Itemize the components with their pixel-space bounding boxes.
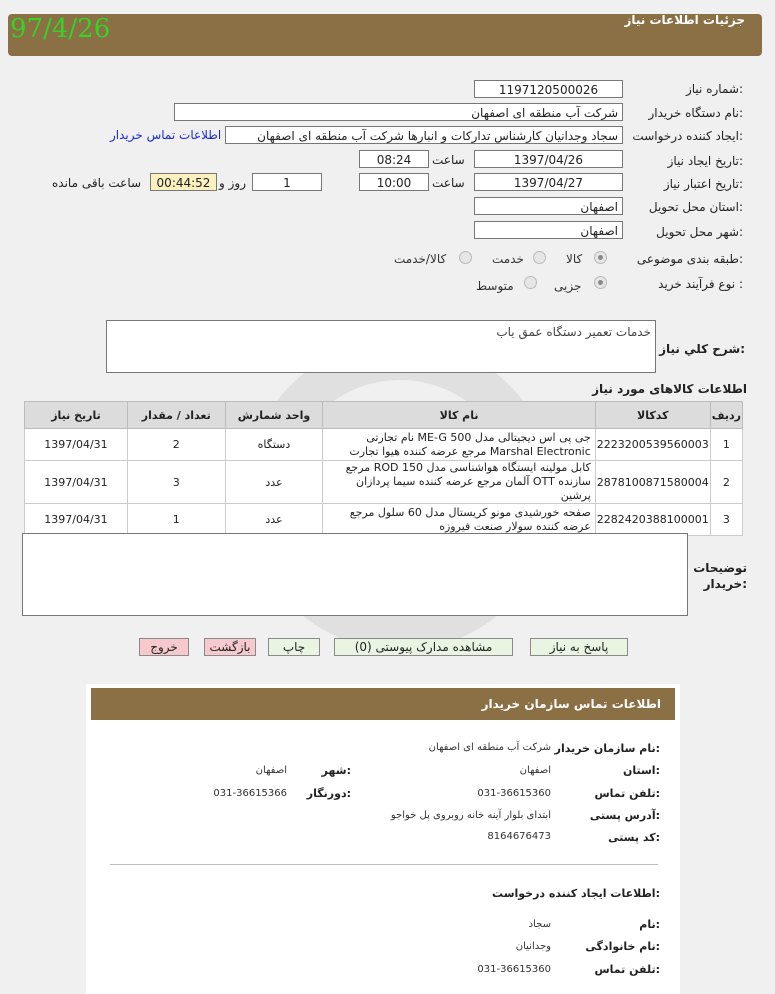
days-label: روز و xyxy=(219,176,246,190)
table-row[interactable] xyxy=(25,429,743,461)
creator-title: اطلاعات ایجاد کننده درخواست: xyxy=(492,887,660,900)
item-qty: 3 xyxy=(127,461,225,504)
city-label: شهر محل تحویل: xyxy=(656,225,743,239)
table-row[interactable] xyxy=(25,504,743,536)
creator-family-value: وجدانیان xyxy=(515,941,551,952)
row-number: 2 xyxy=(710,461,742,504)
buyer-org-label: نام دستگاه خریدار: xyxy=(648,106,743,120)
creator-phone-value: 031-36615360 xyxy=(477,964,551,975)
created-date-field[interactable]: 1397/04/26 xyxy=(474,150,623,168)
row-number: 1 xyxy=(710,429,742,461)
province-label: استان محل تحویل: xyxy=(648,200,743,214)
creator-family-label: نام خانوادگی: xyxy=(585,940,660,953)
category-goods-radio[interactable] xyxy=(594,251,607,264)
creator-phone-label: تلفن تماس: xyxy=(594,963,660,976)
days-field[interactable]: 1 xyxy=(252,173,322,191)
item-code: 2282420388100001 xyxy=(595,504,710,536)
back-button[interactable]: بازگشت xyxy=(204,638,256,656)
valid-time-field[interactable]: 10:00 xyxy=(359,173,429,191)
col-date: تاریخ نیاز xyxy=(25,402,128,429)
contact-fax-value: 031-36615366 xyxy=(213,788,287,799)
table-row[interactable] xyxy=(25,461,743,504)
col-unit: واحد شمارش xyxy=(225,402,323,429)
created-time-label: ساعت xyxy=(432,153,465,167)
contact-city-label: شهر: xyxy=(321,764,351,777)
province-field[interactable]: اصفهان xyxy=(474,197,623,215)
contact-fax-label: دورنگار: xyxy=(306,787,351,800)
category-service-label: خدمت xyxy=(492,252,524,266)
items-table-wrap xyxy=(24,401,743,536)
item-code: 2878100871580004 xyxy=(595,461,710,504)
items-table xyxy=(24,401,743,536)
buyer-org-field[interactable]: شرکت آب منطقه ای اصفهان xyxy=(174,103,623,121)
process-minor-label: جزیی xyxy=(554,279,582,293)
valid-date-field[interactable]: 1397/04/27 xyxy=(474,173,623,191)
creator-name-value: سجاد xyxy=(528,919,551,930)
contact-province-label: استان: xyxy=(622,764,660,777)
reply-button[interactable]: پاسخ به نیاز xyxy=(530,638,628,656)
buyer-contact-link[interactable]: اطلاعات تماس خریدار xyxy=(110,128,222,142)
process-label: نوع فرآیند خرید : xyxy=(658,277,743,291)
item-code: 2223200539560003 xyxy=(595,429,710,461)
process-minor-radio[interactable] xyxy=(594,276,607,289)
item-date: 1397/04/31 xyxy=(25,461,128,504)
item-name: صفحه خورشیدی مونو کریستال مدل 60 سلول مرجع عرضه کننده سولار صنعت فیروزه xyxy=(323,504,595,536)
process-medium-label: متوسط xyxy=(476,279,514,293)
date-stamp: 97/4/26 xyxy=(10,14,111,44)
valid-time-label: ساعت xyxy=(432,176,465,190)
process-medium-radio[interactable] xyxy=(524,276,537,289)
col-code: کدکالا xyxy=(595,402,710,429)
need-number-field[interactable]: 1197120500026 xyxy=(474,80,623,98)
need-number-label: شماره نیاز: xyxy=(685,82,743,96)
category-goods-label: کالا xyxy=(566,252,583,266)
category-both-label: کالا/خدمت xyxy=(394,252,447,266)
col-name: نام کالا xyxy=(323,402,595,429)
city-field[interactable]: اصفهان xyxy=(474,221,623,239)
items-title: اطلاعات کالاهای مورد نیاز xyxy=(592,382,747,396)
contact-postal-label: کد پستی: xyxy=(608,831,660,844)
item-qty: 2 xyxy=(127,429,225,461)
buyer-notes-field[interactable] xyxy=(22,533,688,616)
contact-panel-title: اطلاعات تماس سازمان خریدار xyxy=(481,697,661,711)
contact-city-value: اصفهان xyxy=(255,765,287,776)
col-row: ردیف xyxy=(710,402,742,429)
category-both-radio[interactable] xyxy=(459,251,472,264)
contact-address-value: ابتدای بلوار آینه خانه روبروی پل خواجو xyxy=(390,810,551,821)
exit-button[interactable]: خروج xyxy=(139,638,189,656)
requester-field[interactable]: سجاد وجدانیان کارشناس تدارکات و انبارها شرکت آب منطقه ای اصفهان xyxy=(225,126,623,144)
valid-date-label: تاریخ اعتبار نیاز: xyxy=(663,177,743,191)
contact-address-label: آدرس پستی: xyxy=(589,809,660,822)
item-date: 1397/04/31 xyxy=(25,504,128,536)
item-qty: 1 xyxy=(127,504,225,536)
contact-postal-value: 8164676473 xyxy=(487,831,551,842)
contact-phone-value: 031-36615360 xyxy=(477,788,551,799)
created-time-field[interactable]: 08:24 xyxy=(359,150,429,168)
item-name: جی پی اس دیجیتالی مدل ME-G 500 نام تجارتی Marshal Electronic مرجع عرضه کننده هیوا تجارت xyxy=(323,429,595,461)
category-label: طبقه بندی موضوعی: xyxy=(636,252,743,266)
contact-org-label: نام سازمان خریدار: xyxy=(554,742,660,755)
buyer-notes-label: توضیحات خریدار: xyxy=(693,561,747,591)
view-documents-button[interactable]: مشاهده مدارک پیوستی (0) xyxy=(334,638,513,656)
created-date-label: تاریخ ایجاد نیاز: xyxy=(667,154,743,168)
item-date: 1397/04/31 xyxy=(25,429,128,461)
remaining-label: ساعت باقی مانده xyxy=(52,176,142,190)
category-service-radio[interactable] xyxy=(533,251,546,264)
item-unit: دستگاه xyxy=(225,429,323,461)
contact-phone-label: تلفن تماس: xyxy=(594,787,660,800)
requester-label: ایجاد کننده درخواست: xyxy=(632,129,743,143)
contact-org-value: شرکت آب منطقه ای اصفهان xyxy=(428,742,551,753)
contact-province-value: اصفهان xyxy=(519,765,551,776)
col-qty: تعداد / مقدار xyxy=(127,402,225,429)
item-unit: عدد xyxy=(225,504,323,536)
summary-text[interactable]: خدمات تعمیر دستگاه عمق یاب xyxy=(106,320,656,373)
contact-divider xyxy=(110,864,658,865)
creator-name-label: نام: xyxy=(639,918,660,931)
print-button[interactable]: چاپ xyxy=(268,638,320,656)
item-name: کابل مولینه ایستگاه هواشناسی مدل ROD 150 مرجع سازنده OTT آلمان مرجع عرضه کننده سیما پردازان پرشین xyxy=(323,461,595,504)
item-unit: عدد xyxy=(225,461,323,504)
summary-label: شرح کلي نیاز: xyxy=(659,342,745,356)
remaining-time-field[interactable]: 00:44:52 xyxy=(150,173,217,191)
row-number: 3 xyxy=(710,504,742,536)
page-title: جزئیات اطلاعات نیاز xyxy=(624,13,745,27)
